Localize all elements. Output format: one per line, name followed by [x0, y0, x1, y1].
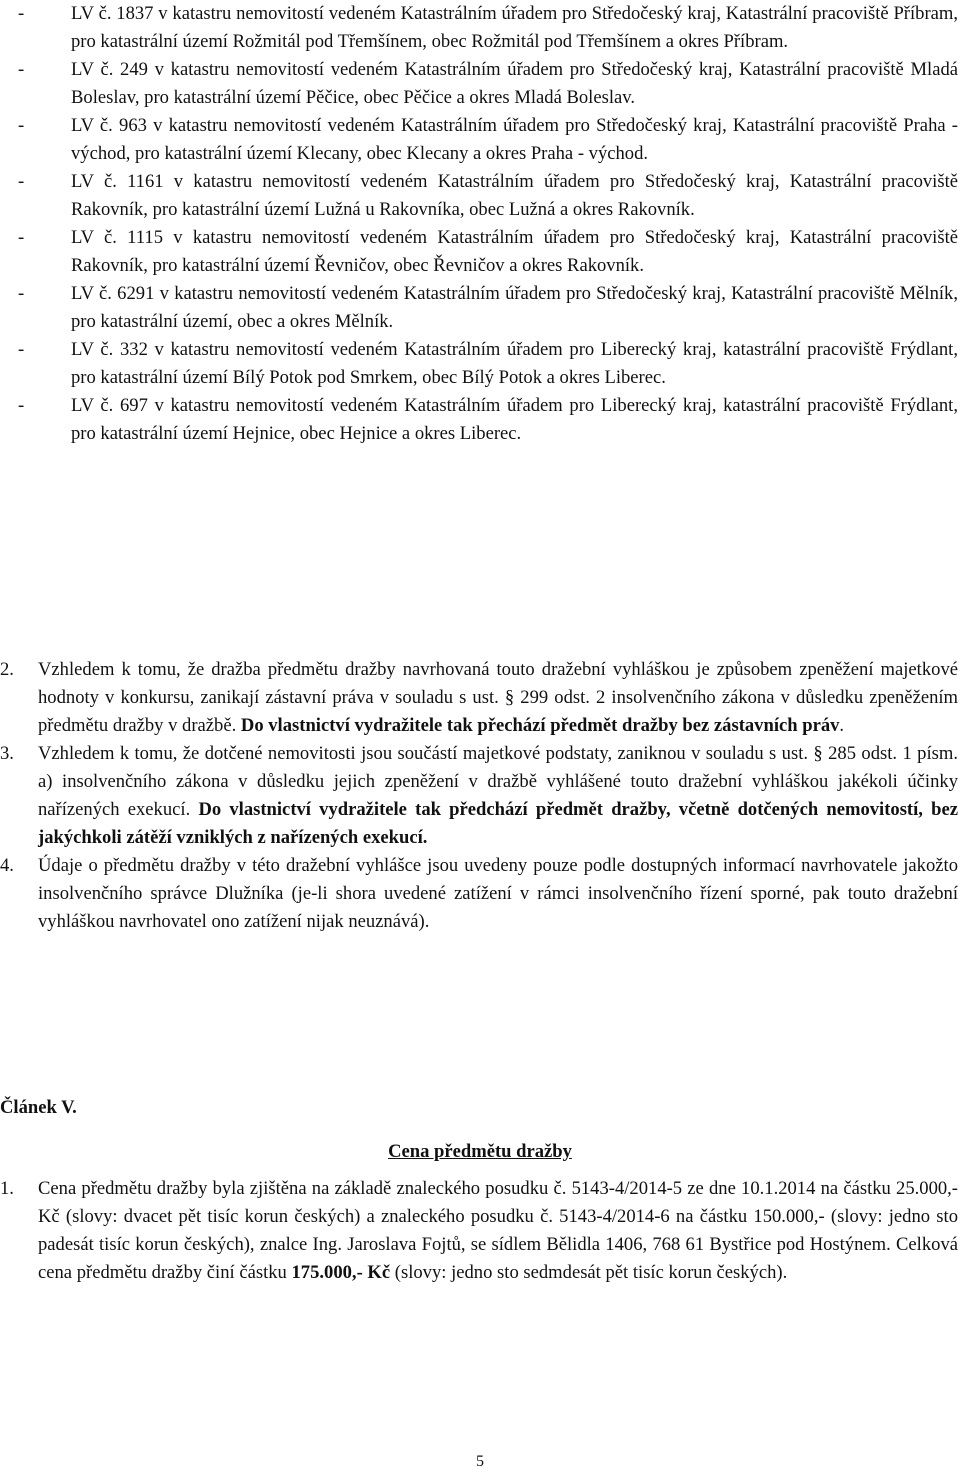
- item-number: 3.: [0, 743, 14, 764]
- bullet-dash: -: [18, 59, 25, 80]
- list-item: [18, 56, 958, 112]
- price-list: [0, 1175, 958, 1287]
- list-item-text: LV č. 1837 v katastru nemovitostí vedeném Katastrálním úřadem pro Středočeský kraj, Katastrální pracoviště Příbram, pro katastrální území Rožmitál pod Třemšínem, obec Rožmitál pod Třemšínem a okres Příbram.: [71, 3, 958, 52]
- lv-list: [18, 0, 958, 448]
- total-price: 175.000,- Kč: [291, 1262, 391, 1283]
- bullet-dash: -: [18, 339, 25, 360]
- numbered-item: [0, 1175, 958, 1287]
- list-item-text: LV č. 1161 v katastru nemovitostí vedeném Katastrálním úřadem pro Středočeský kraj, Katastrální pracoviště Rakovník, pro katastrální území Lužná u Rakovníka, obec Lužná a okres Rakovník.: [71, 171, 958, 220]
- bullet-dash: -: [18, 395, 25, 416]
- item-bold-text: Do vlastnictví vydražitele tak předchází předmět dražby, včetně dotčených nemovitostí, bez jakýchkoli zátěží vzniklých z nařízených exekucí.: [38, 799, 958, 848]
- bullet-dash: -: [18, 227, 25, 248]
- item-text-after: .: [839, 715, 845, 736]
- item-number: 1.: [0, 1178, 14, 1199]
- item-text: Cena předmětu dražby byla zjištěna na základě znaleckého posudku č. 5143-4/2014-5 ze dne 10.1.2014 na částku 25.000,- Kč (slovy: dvacet pět tisíc korun českých) a znaleckého posudku č. 5143-4/2014-6 na částku 150.000,- (slovy: jedno sto padesát tisíc korun českých), znalce Ing. Jaroslava Fojtů, se sídlem Bělidla 1406, 768 61 Bystřice pod Hostýnem. Celková cena předmětu dražby činí částku: [38, 1178, 958, 1283]
- list-item-text: LV č. 249 v katastru nemovitostí vedeném Katastrálním úřadem pro Středočeský kraj, Katastrální pracoviště Mladá Boleslav, pro katastrální území Pěčice, obec Pěčice a okres Mladá Boleslav.: [71, 59, 958, 108]
- list-item: [18, 280, 958, 336]
- item-bold-text: Do vlastnictví vydražitele tak přechází předmět dražby bez zástavních práv: [240, 715, 840, 736]
- list-item: [18, 336, 958, 392]
- list-item: [18, 0, 958, 56]
- page-number: 5: [476, 1453, 484, 1470]
- article-title: Cena předmětu dražby: [388, 1141, 572, 1162]
- list-item: [18, 224, 958, 280]
- item-number: 4.: [0, 855, 14, 876]
- numbered-item: [0, 740, 958, 852]
- item-text: Vzhledem k tomu, že dražba předmětu dražby navrhovaná touto dražební vyhláškou je způsobem zpeněžení majetkové hodnoty v konkursu, zanikají zástavní práva v souladu s ust. § 299 odst. 2 insolvenčního zákona v důsledku zpeněžením předmětu dražby v dražbě.: [38, 659, 958, 736]
- bullet-dash: -: [18, 283, 25, 304]
- numbered-list: [0, 656, 958, 936]
- numbered-item: [0, 852, 958, 936]
- list-item-text: LV č. 332 v katastru nemovitostí vedeném Katastrálním úřadem pro Liberecký kraj, katastrální pracoviště Frýdlant, pro katastrální území Bílý Potok pod Smrkem, obec Bílý Potok a okres Liberec.: [71, 339, 958, 388]
- list-item-text: LV č. 6291 v katastru nemovitostí vedeném Katastrálním úřadem pro Středočeský kraj, Katastrální pracoviště Mělník, pro katastrální území, obec a okres Mělník.: [71, 283, 958, 332]
- item-text: Vzhledem k tomu, že dotčené nemovitosti jsou součástí majetkové podstaty, zaniknou v souladu s ust. § 285 odst. 1 písm. a) insolvenčního zákona v důsledku jejich zpeněžení v dražbě vyhlášené touto dražební vyhláškou jakékoli účinky nařízených exekucí.: [38, 743, 958, 820]
- bullet-dash: -: [18, 3, 25, 24]
- list-item-text: LV č. 697 v katastru nemovitostí vedeném Katastrálním úřadem pro Liberecký kraj, katastrální pracoviště Frýdlant, pro katastrální území Hejnice, obec Hejnice a okres Liberec.: [71, 395, 958, 444]
- list-item: [18, 112, 958, 168]
- article-heading: Článek V.: [0, 1097, 77, 1118]
- item-text-after: (slovy: jedno sto sedmdesát pět tisíc korun českých).: [390, 1262, 788, 1283]
- bullet-dash: -: [18, 115, 25, 136]
- list-item: [18, 168, 958, 224]
- list-item-text: LV č. 963 v katastru nemovitostí vedeném Katastrálním úřadem pro Středočeský kraj, Katastrální pracoviště Praha - východ, pro katastrální území Klecany, obec Klecany a okres Praha - východ.: [71, 115, 958, 164]
- bullet-dash: -: [18, 171, 25, 192]
- list-item: [18, 392, 958, 448]
- item-text: Údaje o předmětu dražby v této dražební vyhlášce jsou uvedeny pouze podle dostupných informací navrhovatele jakožto insolvenčního správce Dlužníka (je-li shora uvedené zatížení v rámci insolvenčního řízení sporné, pak touto dražební vyhláškou navrhovatel ono zatížení nijak neuznává).: [38, 855, 958, 932]
- numbered-item: [0, 656, 958, 740]
- list-item-text: LV č. 1115 v katastru nemovitostí vedeném Katastrálním úřadem pro Středočeský kraj, Katastrální pracoviště Rakovník, pro katastrální území Řevničov, obec Řevničov a okres Rakovník.: [71, 227, 958, 276]
- item-number: 2.: [0, 659, 14, 680]
